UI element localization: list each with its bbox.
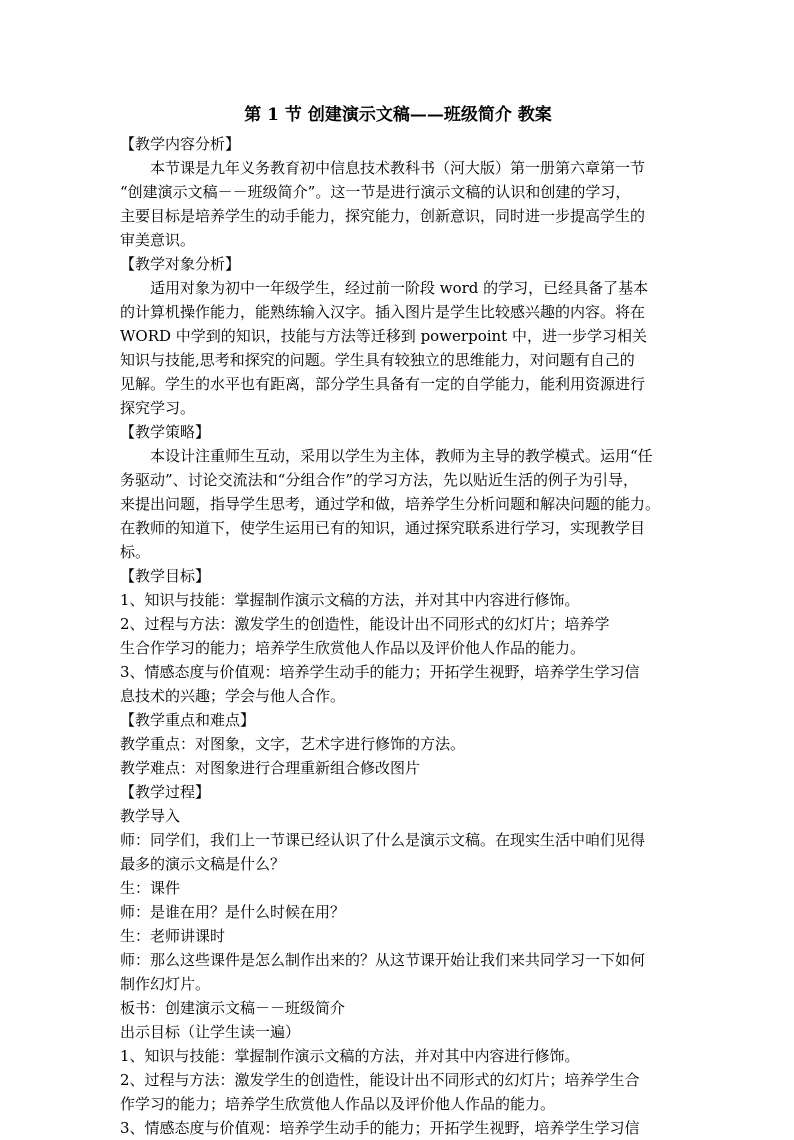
text-line: 作学习的能力；培养学生欣赏他人作品以及评价他人作品的能力。 [120,1095,556,1113]
text-line: 探究学习。 [120,399,196,417]
text-line: 【教学目标】 [120,567,211,585]
text-line: 2、过程与方法：激发学生的创造性，能设计出不同形式的幻灯片；培养学生合 [120,1071,640,1089]
text-line: 来提出问题，指导学生思考，通过学和做，培养学生分析问题和解决问题的能力。 [120,495,661,513]
text-line: “创建演示文稿－－班级简介”。这一节是进行演示文稿的认识和创建的学习， [120,183,631,201]
text-line: 教学导入 [120,807,181,825]
text-line: WORD 中学到的知识，技能与方法等迁移到 powerpoint 中，进一步学习相关 [120,327,647,345]
text-line: 【教学重点和难点】 [120,711,256,729]
text-line: 息技术的兴趣；学会与他人合作。 [120,687,346,705]
text-line: 1、知识与技能：掌握制作演示文稿的方法，并对其中内容进行修饰。 [120,591,580,609]
text-line: 制作幻灯片。 [120,975,211,993]
text-line: 【教学过程】 [120,783,211,801]
text-line: 生：老师讲课时 [120,927,226,945]
document-title: 第 1 节 创建演示文稿——班级简介 教案 [244,105,552,125]
text-line: 3、情感态度与价值观：培养学生动手的能力；开拓学生视野，培养学生学习信 [120,1119,640,1137]
text-line: 本设计注重师生互动，采用以学生为主体，教师为主导的教学模式。运用“任 [150,447,653,465]
text-line: 审美意识。 [120,231,196,249]
text-line: 【教学内容分析】 [120,135,241,153]
text-line: 板书：创建演示文稿－－班级简介 [120,999,346,1017]
text-line: 出示目标（让学生读一遍） [120,1023,301,1041]
text-line: 教学重点：对图象，文字，艺术字进行修饰的方法。 [120,735,466,753]
text-line: 3、情感态度与价值观：培养学生动手的能力；开拓学生视野，培养学生学习信 [120,663,640,681]
text-line: 适用对象为初中一年级学生，经过前一阶段 word 的学习，已经具备了基本 [150,279,649,297]
document-body [120,132,676,1140]
text-line: 务驱动”、讨论交流法和“分组合作”的学习方法，先以贴近生活的例子为引导， [120,471,639,489]
text-line: 2、过程与方法：激发学生的创造性，能设计出不同形式的幻灯片；培养学 [120,615,610,633]
text-line: 师：同学们，我们上一节课已经认识了什么是演示文稿。在现实生活中咱们见得 [120,831,646,849]
text-line: 师：是谁在用？是什么时候在用？ [120,903,346,921]
text-line: 知识与技能,思考和探究的问题。学生具有较独立的思维能力，对问题有自己的 [120,351,635,369]
text-line: 本节课是九年义务教育初中信息技术教科书（河大版）第一册第六章第一节 [150,159,646,177]
text-line: 的计算机操作能力，能熟练输入汉字。插入图片是学生比较感兴趣的内容。将在 [120,303,646,321]
text-line: 生合作学习的能力；培养学生欣赏他人作品以及评价他人作品的能力。 [120,639,586,657]
text-line: 在教师的知道下，使学生运用已有的知识，通过探究联系进行学习，实现教学目 [120,519,646,537]
document-page [120,104,676,1140]
text-line: 生：课件 [120,879,181,897]
text-line: 最多的演示文稿是什么？ [120,855,286,873]
text-line: 师：那么这些课件是怎么制作出来的？从这节课开始让我们来共同学习一下如何 [120,951,646,969]
text-line: 【教学对象分析】 [120,255,241,273]
text-line: 主要目标是培养学生的动手能力，探究能力，创新意识，同时进一步提高学生的 [120,207,646,225]
text-line: 1、知识与技能：掌握制作演示文稿的方法，并对其中内容进行修饰。 [120,1047,580,1065]
text-line: 见解。学生的水平也有距离，部分学生具备有一定的自学能力，能利用资源进行 [120,375,646,393]
text-line: 标。 [120,543,151,561]
text-line: 【教学策略】 [120,423,211,441]
text-line: 教学难点：对图象进行合理重新组合修改图片 [120,759,421,777]
